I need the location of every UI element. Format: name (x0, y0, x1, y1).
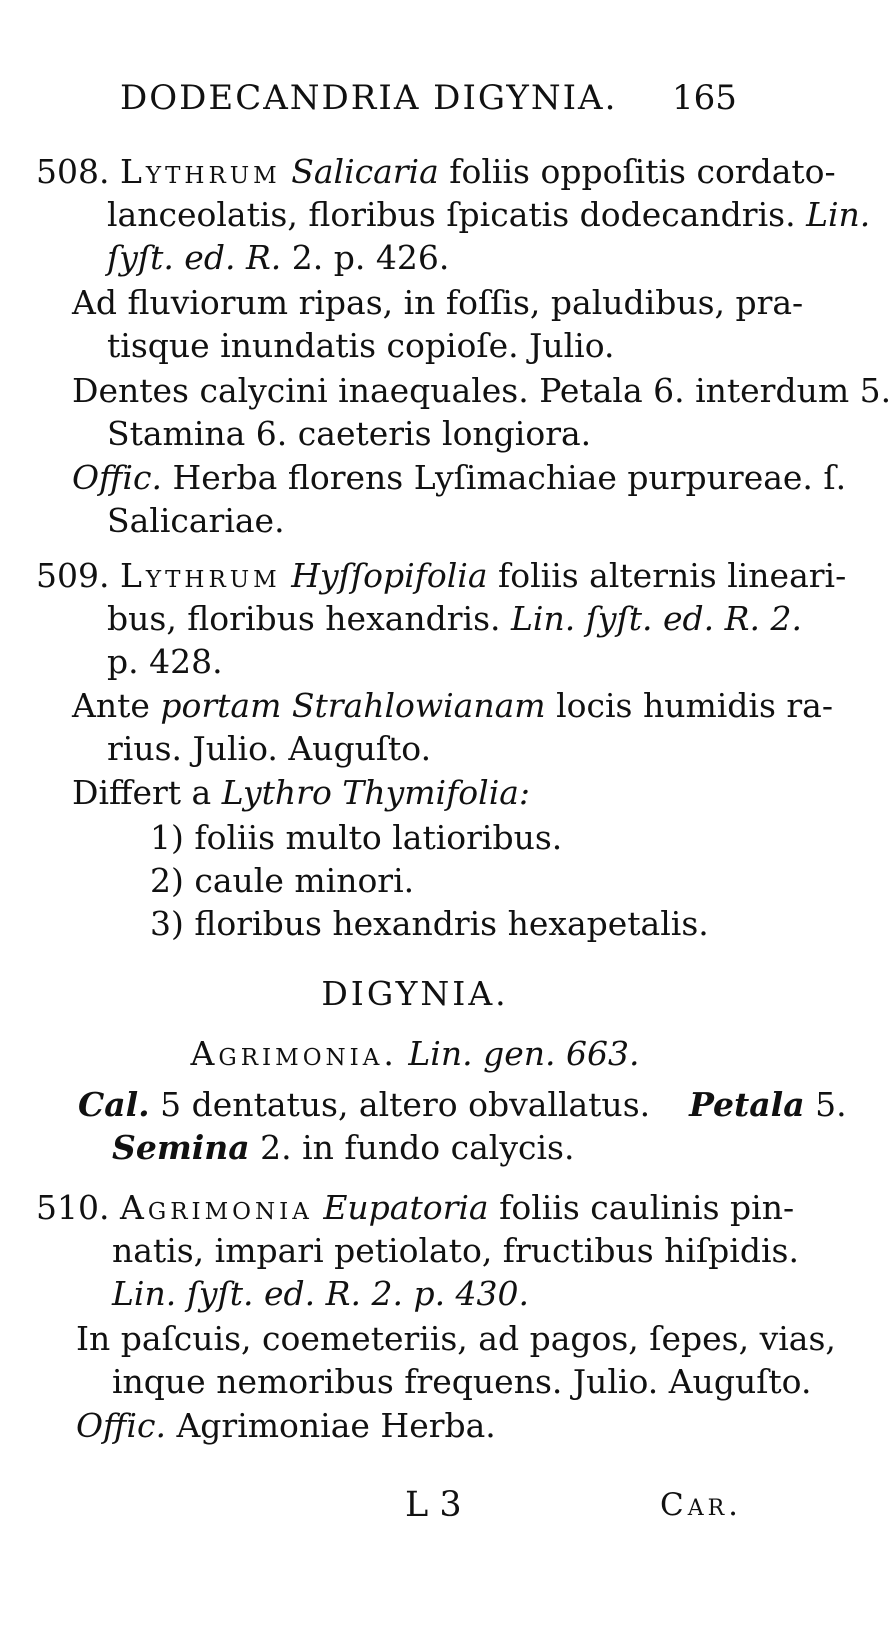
petala-label: Petala (689, 1085, 805, 1124)
entry-510-line2: natis, impari petiolato, fructibus hiſpidis. (112, 1231, 799, 1270)
entry-number: 508. (36, 152, 110, 191)
offic-508-line2: Salicariae. (107, 501, 285, 540)
genus-name: Agrimonia (119, 1188, 313, 1227)
habitat-510-line1: In paſcuis, coemeteriis, ad pagos, ſepes, vias, (76, 1319, 836, 1358)
genus-heading (0, 1034, 830, 1074)
habitat-509-line2: rius. Julio. Auguſto. (107, 729, 432, 768)
difference-item-3: 3) floribus hexandris hexapetalis. (150, 904, 709, 943)
differt-509 (72, 773, 530, 813)
entry-number: 510. (36, 1188, 110, 1227)
difference-item-1: 1) foliis multo latioribus. (150, 818, 563, 857)
signature-mark: L 3 (405, 1485, 462, 1525)
notes-508-line2: Stamina 6. caeteris longiora. (107, 414, 592, 453)
offic-text: Agrimoniae Herba. (176, 1406, 496, 1445)
diagnosis-text: lanceolatis, floribus ſpicatis dodecandris. (107, 195, 796, 234)
difference-item-2: 2) caule minori. (150, 861, 415, 900)
offic-label: Offic. (76, 1406, 166, 1445)
habitat-text: locis humidis ra- (556, 686, 834, 725)
reference-text: gen. 663. (483, 1034, 640, 1073)
differt-text: Differt a (72, 773, 212, 812)
genus-name: Lythrum (119, 556, 281, 595)
entry-509-line3: p. 428. (107, 642, 223, 681)
catchword: Car. (660, 1487, 743, 1523)
reference-text: ſyſt. ed. R. (107, 238, 282, 277)
species-name: Eupatoria (323, 1188, 489, 1227)
diagnosis-text: foliis caulinis pin- (499, 1188, 795, 1227)
notes-508-line1: Dentes calycini inaequales. Petala 6. interdum 5. (72, 371, 891, 410)
offic-label: Offic. (72, 458, 162, 497)
section-heading: DIGYNIA. (321, 974, 509, 1013)
offic-text: Herba florens Lyſimachiae purpureae. ſ. (172, 458, 847, 497)
habitat-510-line2: inque nemoribus frequens. Julio. Auguſto. (112, 1362, 812, 1401)
reference-text: Lin. (408, 1034, 473, 1073)
semina-label: Semina (112, 1128, 250, 1167)
habitat-508-line1: Ad fluviorum ripas, in foſſis, paludibus, pra- (72, 283, 804, 322)
reference-text: 2. p. 426. (291, 238, 450, 277)
offic-510 (76, 1406, 496, 1446)
entry-number: 509. (36, 556, 110, 595)
entry-508-line3 (107, 238, 449, 278)
habitat-text: Ante (72, 686, 150, 725)
cal-text: 5 dentatus, altero obvallatus. (160, 1085, 651, 1124)
diagnosis-text: foliis alternis lineari- (498, 556, 847, 595)
diagnosis-text: bus, floribus hexandris. (107, 599, 501, 638)
habitat-508-line2: tisque inundatis copioſe. Julio. (107, 326, 615, 365)
reference-text: Lin. ſyſt. ed. R. 2. (511, 599, 802, 638)
offic-508-line1 (72, 458, 846, 498)
entry-508 (36, 152, 836, 192)
species-name: Salicaria (291, 152, 439, 191)
genus-name: Lythrum (119, 152, 281, 191)
reference-text: Lin. (806, 195, 871, 234)
habitat-509-line1 (72, 686, 833, 726)
cal-label: Cal. (78, 1085, 150, 1124)
differt-species: Lythro Thymifolia: (221, 773, 531, 812)
entry-509 (36, 556, 846, 596)
entry-510 (36, 1188, 794, 1228)
genus-name: Agrimonia. (190, 1034, 398, 1073)
diagnosis-text: foliis oppoſitis cordato- (449, 152, 836, 191)
running-head-title: DODECANDRIA DIGYNIA. (120, 78, 618, 118)
entry-510-reference: Lin. ſyſt. ed. R. 2. p. 430. (112, 1274, 530, 1313)
semina-text: 2. in fundo calycis. (260, 1128, 575, 1167)
entry-509-line2 (107, 599, 802, 639)
petala-value: 5. (815, 1085, 847, 1124)
page-number: 165 (672, 78, 737, 118)
entry-508-line2 (107, 195, 870, 235)
semina-line (112, 1128, 574, 1168)
species-name: Hyſſopifolia (291, 556, 488, 595)
place-name: portam Strahlowianam (160, 686, 546, 725)
calyx-line (78, 1085, 847, 1125)
